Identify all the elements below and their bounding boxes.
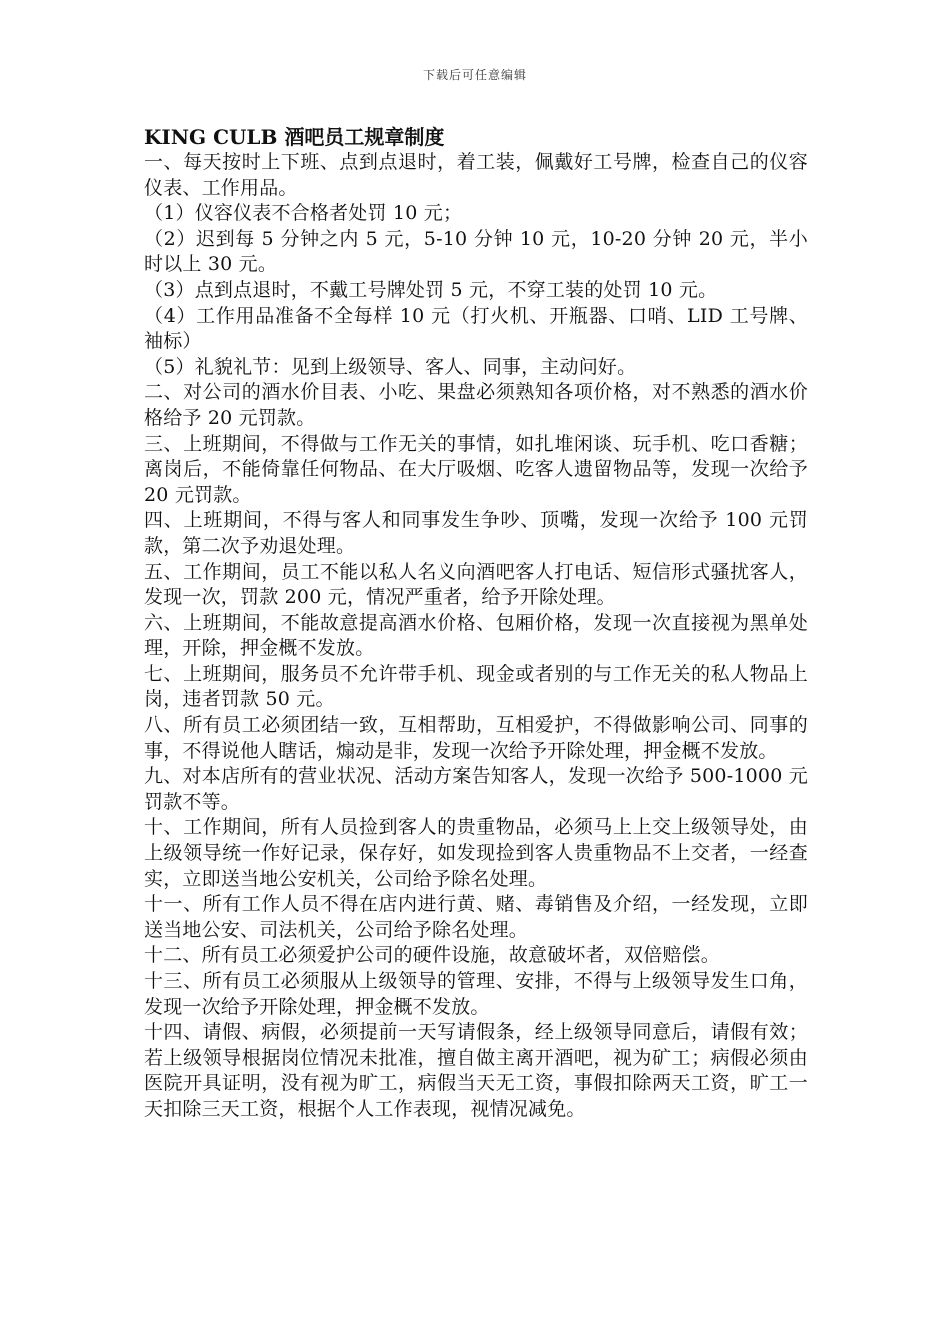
- rule-paragraph: 九、对本店所有的营业状况、活动方案告知客人，发现一次给予 500-1000 元罚款不等。: [144, 765, 808, 813]
- rule-paragraph: （5）礼貌礼节：见到上级领导、客人、同事，主动问好。: [144, 355, 637, 378]
- rule-paragraph: 五、工作期间，员工不能以私人名义向酒吧客人打电话、短信形式骚扰客人，发现一次，罚款 200 元，情况严重者，给予开除处理。: [144, 560, 808, 609]
- rule-paragraph: 四、上班期间，不得与客人和同事发生争吵、顶嘴，发现一次给予 100 元罚款，第二次予劝退处理。: [144, 509, 808, 557]
- document-body: [144, 124, 808, 1123]
- rule-paragraph: 七、上班期间，服务员不允许带手机、现金或者别的与工作无关的私人物品上岗，违者罚款 50 元。: [144, 662, 808, 711]
- document-title: KING CULB 酒吧员工规章制度: [144, 125, 445, 149]
- rule-paragraph: 一、每天按时上下班、点到点退时，着工装，佩戴好工号牌，检查自己的仪容仪表、工作用品。: [144, 151, 808, 199]
- rule-paragraph: 十二、所有员工必须爱护公司的硬件设施，故意破坏者，双倍赔偿。: [144, 944, 721, 967]
- rule-paragraph: （2）迟到每 5 分钟之内 5 元，5-10 分钟 10 元，10-20 分钟 20 元，半小时以上 30 元。: [144, 227, 808, 276]
- rule-paragraph: （4）工作用品准备不全每样 10 元（打火机、开瓶器、口哨、LID 工号牌、袖标）: [144, 304, 808, 353]
- rule-paragraph: 十三、所有员工必须服从上级领导的管理、安排，不得与上级领导发生口角，发现一次给予开除处理，押金概不发放。: [144, 970, 808, 1018]
- rule-paragraph: （3）点到点退时，不戴工号牌处罚 5 元，不穿工装的处罚 10 元。: [144, 278, 718, 301]
- rule-paragraph: 三、上班期间，不得做与工作无关的事情，如扎堆闲谈、玩手机、吃口香糖；离岗后，不能倚靠任何物品、在大厅吸烟、吃客人遗留物品等，发现一次给予 20 元罚款。: [144, 432, 808, 506]
- header-note: 下载后可任意编辑: [422, 68, 527, 82]
- rule-paragraph: （1）仪容仪表不合格者处罚 10 元；: [144, 202, 463, 225]
- rule-paragraph: 十、工作期间，所有人员捡到客人的贵重物品，必须马上上交上级领导处，由上级领导统一作好记录，保存好，如发现捡到客人贵重物品不上交者，一经查实，立即送当地公安机关，公司给予除名处理。: [144, 816, 808, 890]
- rule-paragraph: 十一、所有工作人员不得在店内进行黄、赌、毒销售及介绍，一经发现，立即送当地公安、司法机关，公司给予除名处理。: [144, 893, 808, 941]
- rule-paragraph: 八、所有员工必须团结一致，互相帮助，互相爱护，不得做影响公司、同事的事，不得说他人瞎话，煽动是非，发现一次给予开除处理，押金概不发放。: [144, 714, 808, 762]
- rule-paragraph: 六、上班期间，不能故意提高酒水价格、包厢价格，发现一次直接视为黑单处理，开除，押金概不发放。: [144, 611, 808, 660]
- rule-paragraph: 十四、请假、病假，必须提前一天写请假条，经上级领导同意后，请假有效；若上级领导根据岗位情况未批准，擅自做主离开酒吧，视为矿工；病假必须由医院开具证明，没有视为旷工，病假当天无工资，事假扣除两天工资，旷工一天扣除三天工资，根据个人工作表现，视情况减免。: [144, 1021, 808, 1120]
- rule-paragraph: 二、对公司的酒水价目表、小吃、果盘必须熟知各项价格，对不熟悉的酒水价格给予 20 元罚款。: [144, 381, 808, 429]
